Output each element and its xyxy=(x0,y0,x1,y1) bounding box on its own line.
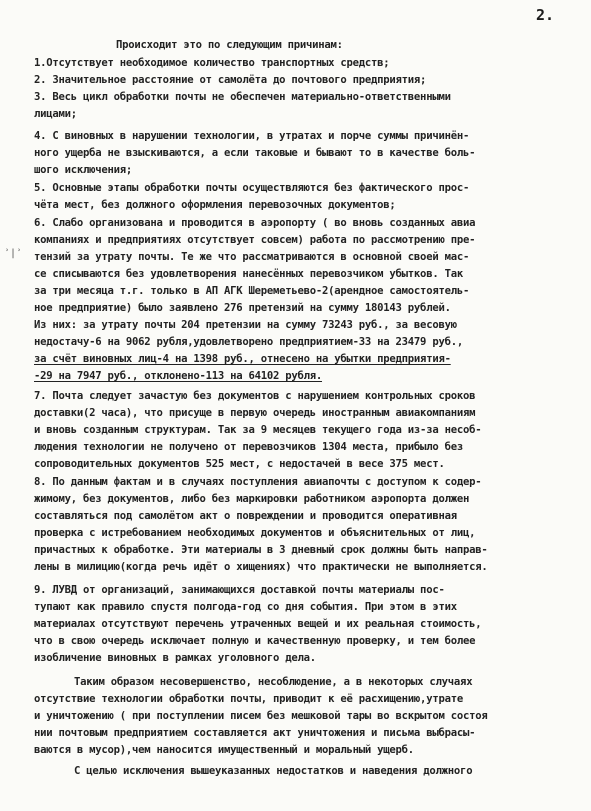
text-line: ного ущерба не взыскиваются, а если таковые и бывают то в качестве боль- xyxy=(34,147,476,159)
text-line: составляться под самолётом акт о повреждении и проводится оперативная xyxy=(34,510,457,522)
text-line: шого исключения; xyxy=(34,164,133,176)
text-line: ное предприятие) было заявлено 276 претензий на сумму 180143 рублей. xyxy=(34,302,451,314)
text-line: ваются в мусор),чем наносится имущественный и моральный ущерб. xyxy=(34,744,414,756)
text-line: тупают как правило спустя полгода-год со дня события. При этом в этих xyxy=(34,601,457,613)
text-line: жимому, без документов, либо без маркировки работником аэропорта должен xyxy=(34,493,470,505)
text-line: лицами; xyxy=(34,108,77,120)
text-line: -29 на 7947 руб., отклонено-113 на 64102 рубля. xyxy=(34,370,323,382)
margin-mark: ʾ|ʾ xyxy=(4,248,23,259)
text-line: 5. Основные этапы обработки почты осуществляются без фактического прос- xyxy=(34,182,470,194)
text-line: 4. С виновных в нарушении технологии, в утратах и порче суммы причинён- xyxy=(34,130,470,142)
text-line: людения технологии не получено от перевозчиков 1304 места, прибыло без xyxy=(34,441,463,453)
text-line: 2. Значительное расстояние от самолёта до почтового предприятия; xyxy=(34,74,427,86)
text-line: и уничтожению ( при поступлении писем без мешковой тары во вскрытом состоя xyxy=(34,710,488,722)
text-line: изобличение виновных в рамках уголовного дела. xyxy=(34,652,316,664)
text-line: недостачу-6 на 9062 рубля,удовлетворено предприятием-33 на 23479 руб., xyxy=(34,336,463,348)
text-line: тензий за утрату почты. Те же что рассматриваются в основной своей мас- xyxy=(34,251,470,263)
page-number: 2. xyxy=(536,6,555,24)
text-line: сопроводительных документов 525 мест, с недостачей в весе 375 мест. xyxy=(34,458,445,470)
text-line: отсутствие технологии обработки почты, приводит к её расхищению,утрате xyxy=(34,693,463,705)
text-line: доставки(2 часа), что присуще в первую очередь иностранным авиакомпаниям xyxy=(34,407,476,419)
text-line: лены в милицию(когда речь идёт о хищениях) что практически не выполняется. xyxy=(34,561,488,573)
text-line: 1.Отсутствует необходимое количество транспортных средств; xyxy=(34,57,390,69)
text-line: компаниях и предприятиях отсутствует совсем) работа по рассмотрению пре- xyxy=(34,234,476,246)
text-line: и вновь созданным структурам. Так за 9 месяцев текущего года из-за несоб- xyxy=(34,424,482,436)
text-line: Таким образом несовершенство, несоблюдение, а в некоторых случаях xyxy=(74,676,473,688)
text-line: се списываются без удовлетворения нанесённых перевозчиком убытков. Так xyxy=(34,268,463,280)
text-line: 9. ЛУВД от организаций, занимающихся доставкой почты материалы пос- xyxy=(34,584,445,596)
text-line: чёта мест, без должного оформления перевозочных документов; xyxy=(34,199,396,211)
text-line: С целью исключения вышеуказанных недостатков и наведения должного xyxy=(74,765,473,777)
text-line: за счёт виновных лиц-4 на 1398 руб., отнесено на убытки предприятия- xyxy=(34,353,451,365)
text-line: за три месяца т.г. только в АП АГК Шереметьево-2(арендное самостоятель- xyxy=(34,285,470,297)
text-line: 8. По данным фактам и в случаях поступления авиапочты с доступом к содер- xyxy=(34,476,482,488)
text-line: 7. Почта следует зачастую без документов с нарушением контрольных сроков xyxy=(34,390,476,402)
text-line: 6. Слабо организована и проводится в аэропорту ( во вновь созданных авиа xyxy=(34,217,476,229)
text-line: 3. Весь цикл обработки почты не обеспечен материально-ответственными xyxy=(34,91,451,103)
text-line: Из них: за утрату почты 204 претензии на сумму 73243 руб., за весовую xyxy=(34,319,457,331)
text-line: причастных к обработке. Эти материалы в 3 дневный срок должны быть направ- xyxy=(34,544,488,556)
text-line: проверка с истребованием необходимых документов и объяснительных от лиц, xyxy=(34,527,476,539)
text-line: нии почтовым предприятием составляется акт уничтожения и письма выбрасы- xyxy=(34,727,476,739)
heading: Происходит это по следующим причинам: xyxy=(116,39,343,51)
text-line: что в свою очередь исключает полную и качественную проверку, и тем более xyxy=(34,635,476,647)
text-line: материалах отсутствуют перечень утраченных вещей и их реальная стоимость, xyxy=(34,618,482,630)
